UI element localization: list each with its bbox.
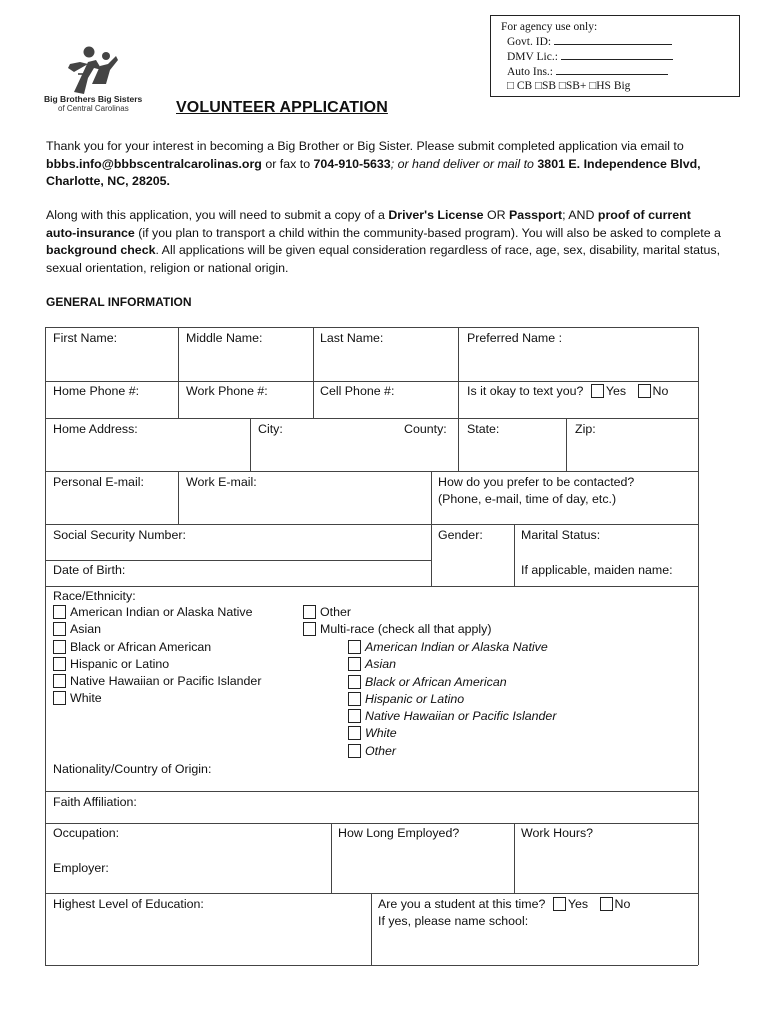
multi-race-option[interactable] [348,691,556,708]
preferred-name-label: Preferred Name : [467,331,563,345]
multi-race-option[interactable] [348,656,556,673]
requirements-text: OR [483,208,510,222]
text-yes-checkbox[interactable] [591,384,604,398]
mailing-address: 3801 E. Independence Blvd, Charlotte, NC, 28205. [46,156,701,188]
page-title: VOLUNTEER APPLICATION [176,99,388,116]
faith-label: Faith Affiliation: [53,795,137,809]
student-no-checkbox[interactable] [600,897,613,911]
race-right-list [303,604,491,639]
intro-paragraph [46,138,721,191]
home-phone-label: Home Phone #: [53,384,140,398]
multi-race-label: Other [365,743,396,758]
background-check-text: background check [46,243,156,257]
race-other-checkbox[interactable] [303,605,316,619]
race-checkbox[interactable] [53,605,66,619]
race-option[interactable] [53,690,261,707]
work-phone-label: Work Phone #: [186,384,268,398]
requirements-text: (if you plan to transport a child within the community-based program). You will also be asked to complete a [134,225,721,240]
last-name-label: Last Name: [320,331,384,345]
auto-ins-field[interactable] [501,64,729,79]
race-option[interactable] [53,673,261,690]
intro-text: or fax to [261,156,314,171]
race-left-list [53,604,261,708]
fax-number: 704-910-5633 [313,156,391,171]
multi-race-label: Hispanic or Latino [365,691,465,706]
race-other-label: Other [320,605,351,619]
occupation-label: Occupation: [53,826,120,840]
logo-name: Big Brothers Big Sisters [44,94,143,104]
race-option-label: White [70,691,102,706]
multi-race-label: American Indian or Alaska Native [365,640,548,654]
race-other-option[interactable] [303,604,491,621]
race-checkbox[interactable] [53,622,66,636]
multi-race-option[interactable] [348,725,556,742]
insurance-text: proof of current auto-insurance [46,208,691,240]
nationality-label: Nationality/Country of Origin: [53,762,212,776]
program-options[interactable]: □ CB □SB □SB+ □HS Big [507,80,631,92]
student-no-label: No [614,897,631,911]
personal-email-label: Personal E-mail: [53,475,144,489]
race-option[interactable] [53,639,261,656]
multi-race-label: White [365,726,397,741]
drivers-license-text: Driver's License [388,208,484,222]
race-option[interactable] [53,604,261,621]
work-email-label: Work E-mail: [186,475,257,489]
multi-race-label: Asian [365,657,396,672]
student-question [378,896,630,913]
student-yes-checkbox[interactable] [553,897,566,911]
text-ok-label: Is it okay to text you? [467,384,584,398]
race-label: Race/Ethnicity: [53,589,136,603]
maiden-name-label: If applicable, maiden name: [521,563,673,577]
text-ok-question [467,383,668,400]
race-checkbox[interactable] [53,657,66,671]
student-yes-label: Yes [567,897,589,911]
race-option-label: Hispanic or Latino [70,656,170,671]
employer-label: Employer: [53,861,109,875]
dmv-lic-field[interactable] [501,49,729,64]
requirements-text: ; AND [562,208,598,222]
text-no-label: No [652,384,669,398]
gender-label: Gender: [438,528,483,542]
multi-race-option[interactable] [348,708,556,725]
section-title: GENERAL INFORMATION [46,295,192,309]
race-option-label: Asian [70,622,101,637]
govt-id-field[interactable] [501,34,729,49]
multi-race-label: Native Hawaiian or Pacific Islander [365,709,557,724]
race-checkbox[interactable] [53,691,66,705]
multi-race-checkbox[interactable] [348,692,361,706]
multi-race-label: Black or African American [365,674,507,689]
home-address-label: Home Address: [53,422,138,436]
student-label: Are you a student at this time? [378,897,546,911]
multi-race-checkbox[interactable] [348,657,361,671]
city-label: City: [258,422,283,436]
race-option-label: American Indian or Alaska Native [70,605,253,619]
requirements-text: Along with this application, you will need to submit a copy of a [46,208,389,222]
race-checkbox[interactable] [53,640,66,654]
agency-use-box [490,15,740,97]
work-hours-label: Work Hours? [521,826,594,840]
text-yes-label: Yes [605,384,627,398]
agency-title: For agency use only: [501,21,598,33]
multi-race-option[interactable] [348,639,556,656]
first-name-label: First Name: [53,331,118,345]
county-label: County: [404,422,447,436]
multi-race-checkbox[interactable] [348,726,361,740]
race-option[interactable] [53,621,261,638]
school-label: If yes, please name school: [378,914,529,928]
race-multi-option[interactable] [303,621,491,638]
zip-label: Zip: [575,422,596,436]
contact-pref-label: How do you prefer to be contacted? [438,475,635,489]
multi-race-list [348,639,556,760]
requirements-paragraph [46,207,721,277]
intro-text: Thank you for your interest in becoming a Big Brother or Big Sister. Please submit completed application via email to [46,139,684,153]
multi-race-checkbox[interactable] [348,744,361,758]
dob-label: Date of Birth: [53,563,126,577]
auto-ins-label: Auto Ins.: [507,66,553,78]
dmv-lic-label: DMV Lic.: [507,51,558,63]
education-label: Highest Level of Education: [53,897,204,911]
race-option-label: Black or African American [70,639,212,654]
contact-pref-hint: (Phone, e-mail, time of day, etc.) [438,492,617,506]
multi-race-checkbox[interactable] [348,640,361,654]
state-label: State: [467,422,500,436]
govt-id-label: Govt. ID: [507,36,552,48]
multi-race-checkbox[interactable] [348,709,361,723]
middle-name-label: Middle Name: [186,331,263,345]
requirements-text: . All applications will be given equal consideration regardless of race, age, sex, disability, marital status, sexual orientation, religion or national origin. [46,243,721,275]
race-option-label: Native Hawaiian or Pacific Islander [70,674,262,689]
passport-text: Passport [509,208,563,222]
race-multi-label: Multi-race (check all that apply) [320,622,492,637]
multi-race-option[interactable] [348,743,556,760]
cell-phone-label: Cell Phone #: [320,384,395,398]
logo-subtitle: of Central Carolinas [58,104,129,113]
race-option[interactable] [53,656,261,673]
how-long-employed-label: How Long Employed? [338,826,460,840]
marital-status-label: Marital Status: [521,528,601,542]
multi-race-option[interactable] [348,674,556,691]
ssn-label: Social Security Number: [53,528,186,542]
race-multi-checkbox[interactable] [303,622,316,636]
race-checkbox[interactable] [53,674,66,688]
intro-text: ; or hand deliver or mail to [390,156,538,171]
multi-race-checkbox[interactable] [348,675,361,689]
contact-email: bbbs.info@bbbscentralcarolinas.org [46,156,262,171]
text-no-checkbox[interactable] [638,384,651,398]
